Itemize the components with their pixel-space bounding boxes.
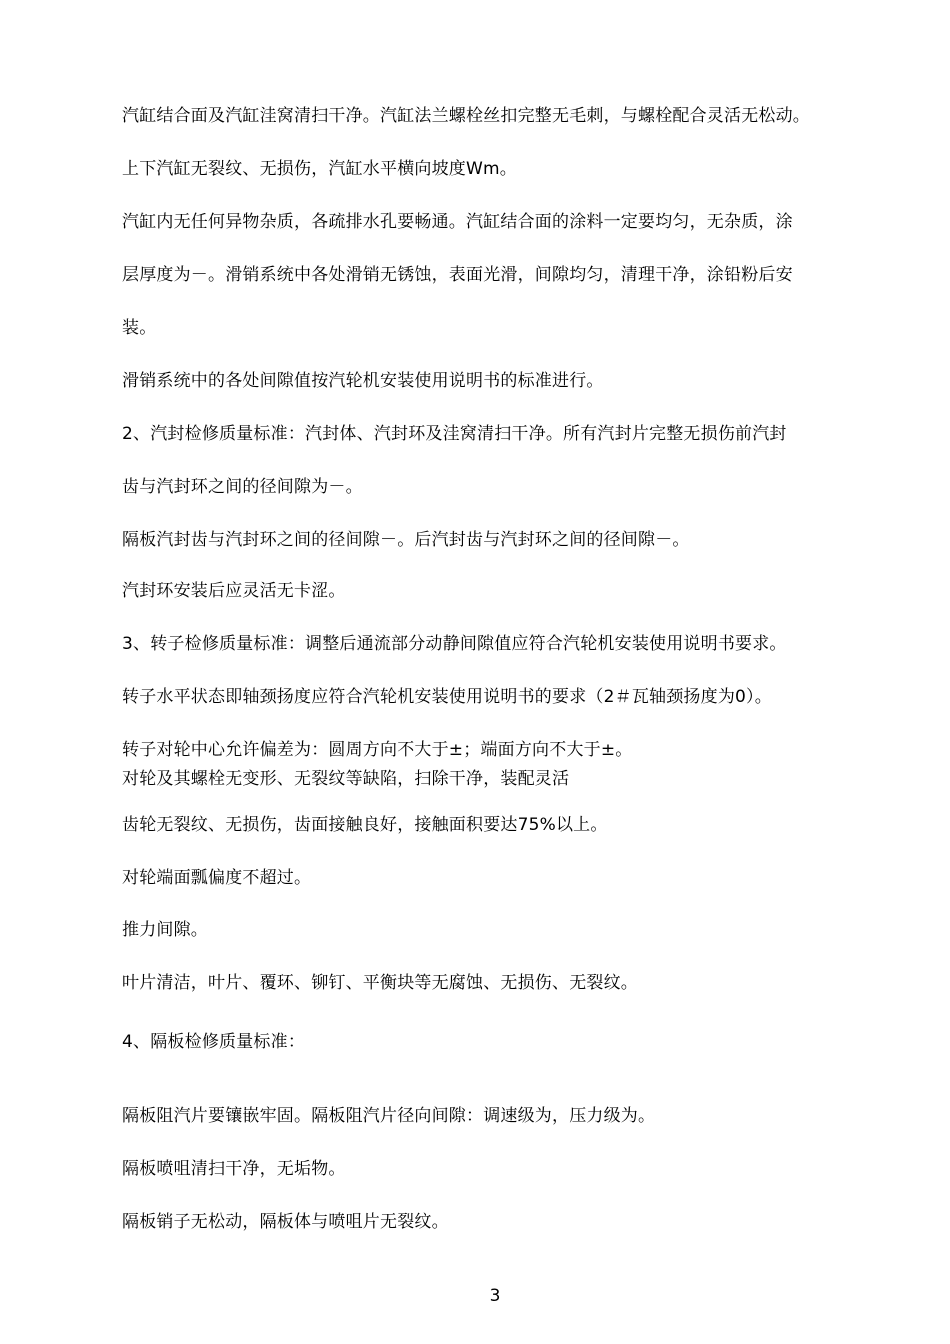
text-line: 推力间隙。	[122, 920, 208, 940]
text-line: 齿与汽封环之间的径间隙为－。	[122, 477, 363, 497]
text-line: 汽缸结合面及汽缸洼窝清扫干净。汽缸法兰螺栓丝扣完整无毛刺，与螺栓配合灵活无松动。	[122, 106, 810, 126]
text-line: 层厚度为－。滑销系统中各处滑销无锈蚀，表面光滑，间隙均匀，清理干净，涂铅粉后安	[122, 265, 793, 285]
section-heading-text-line: 4、隔板检修质量标准：	[122, 1032, 306, 1052]
text-line: 滑销系统中的各处间隙值按汽轮机安装使用说明书的标准进行。	[122, 371, 604, 391]
text-line: 装。	[122, 318, 157, 338]
text-line: 转子对轮中心允许偏差为：圆周方向不大于±；端面方向不大于±。	[122, 740, 633, 760]
text-line: 汽缸内无任何异物杂质，各疏排水孔要畅通。汽缸结合面的涂料一定要均匀，无杂质，涂	[122, 212, 793, 232]
text-line: 对轮及其螺栓无变形、无裂纹等缺陷，扫除干净，装配灵活	[122, 769, 570, 789]
text-line: 隔板销子无松动，隔板体与喷咀片无裂纹。	[122, 1212, 449, 1232]
text-line: 对轮端面瓢偏度不超过。	[122, 868, 312, 888]
text-line: 齿轮无裂纹、无损伤，齿面接触良好，接触面积要达75%以上。	[122, 815, 608, 835]
section-heading-text-line: 3、转子检修质量标准：调整后通流部分动静间隙值应符合汽轮机安装使用说明书要求。	[122, 634, 787, 654]
page-number: 3	[489, 1286, 501, 1306]
text-line: 隔板喷咀清扫干净，无垢物。	[122, 1159, 346, 1179]
text-line: 汽封环安装后应灵活无卡涩。	[122, 581, 346, 601]
text-line: 上下汽缸无裂纹、无损伤，汽缸水平横向坡度Wm。	[122, 159, 517, 179]
text-line: 隔板汽封齿与汽封环之间的径间隙－。后汽封齿与汽封环之间的径间隙－。	[122, 530, 690, 550]
text-line: 叶片清洁，叶片、覆环、铆钉、平衡块等无腐蚀、无损伤、无裂纹。	[122, 973, 638, 993]
text-line: 隔板阻汽片要镶嵌牢固。隔板阻汽片径向间隙：调速级为，压力级为。	[122, 1106, 656, 1126]
section-heading-text-line: 2、汽封检修质量标准：汽封体、汽封环及洼窝清扫干净。所有汽封片完整无损伤前汽封	[122, 424, 787, 444]
text-line: 转子水平状态即轴颈扬度应符合汽轮机安装使用说明书的要求（2＃瓦轴颈扬度为0）。	[122, 687, 772, 707]
